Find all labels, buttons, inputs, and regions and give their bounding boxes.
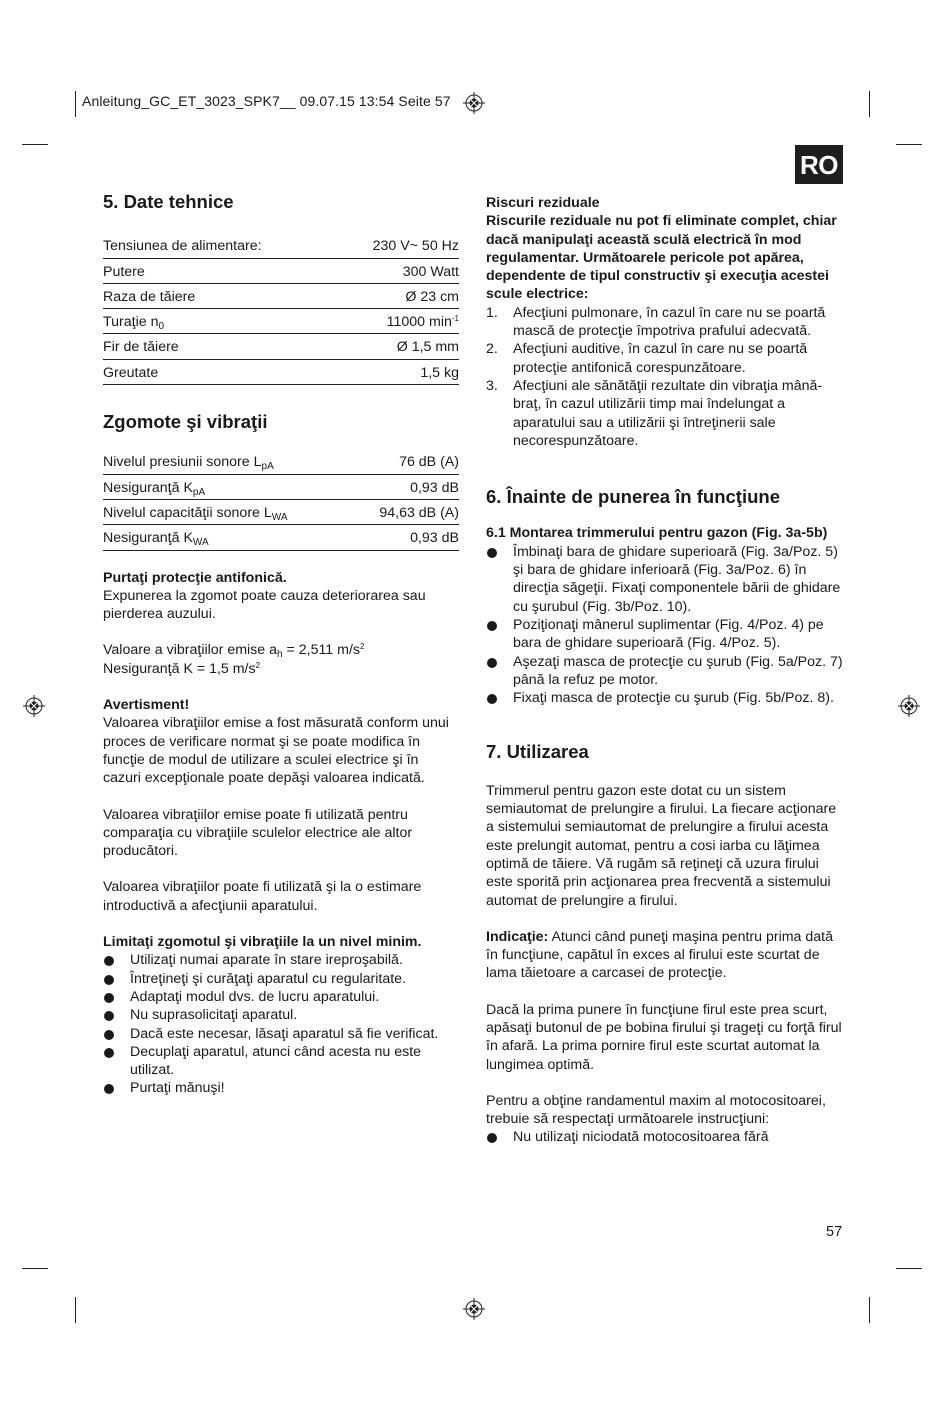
limit-title: Limitaţi zgomotul şi vibraţiile la un nivel minim.	[103, 934, 422, 951]
noise-label-main: Nivelul capacităţii sonore L	[103, 504, 272, 521]
usage-list	[486, 1128, 844, 1146]
vibration-label: Valoare a vibraţiilor emise a	[103, 642, 278, 659]
noise-value: 0,93 dB	[352, 525, 459, 550]
page-number: 57	[826, 1224, 843, 1240]
left-column	[103, 193, 459, 1098]
table-row	[103, 334, 459, 359]
list-text: Afecţiuni pulmonare, în cazul în care nu se poartă mască de protecţie împotriva prafului adecvată.	[513, 304, 826, 340]
warning-title: Avertisment!	[103, 697, 190, 714]
vibration-number: = 2,511 m/s	[282, 642, 360, 659]
list-item: Poziţionaţi mânerul suplimentar (Fig. 4/Poz. 4) pe bara de ghidare superioară (Fig. 4/Poz. 5).	[486, 616, 844, 653]
list-number: 2.	[486, 341, 498, 358]
table-row	[103, 309, 459, 334]
spec-label: Fir de tăiere	[103, 334, 333, 359]
noise-label-sub: pA	[261, 461, 274, 473]
vibration-exp: 2	[360, 642, 365, 652]
noise-value: 94,63 dB (A)	[352, 499, 459, 524]
list-item	[486, 377, 844, 450]
section-6-1-title: 6.1 Montarea trimmerului pentru gazon (Fig. 3a-5b)	[486, 525, 828, 542]
registration-mark-icon	[898, 695, 920, 717]
list-number: 1.	[486, 304, 498, 321]
table-row	[103, 449, 459, 474]
spec-value-main: 11000 min	[386, 314, 452, 331]
vibration-uncertainty	[103, 660, 459, 678]
usage-paragraph-4: Pentru a obţine randamentul maxim al motocositoarei, trebuie să respectaţi următoarele instrucţiuni:	[486, 1092, 826, 1128]
crop-mark	[22, 1268, 48, 1269]
registration-mark-icon	[463, 1298, 485, 1320]
noise-label-main: Nesiguranţă K	[103, 479, 193, 496]
spec-value: 1,5 kg	[333, 359, 459, 384]
spec-label-sub: 0	[158, 321, 165, 333]
assembly-list	[486, 543, 844, 708]
list-item: Aşezaţi masca de protecţie cu şurub (Fig. 5a/Poz. 7) până la refuz pe motor.	[486, 653, 844, 690]
language-badge: RO	[795, 145, 843, 184]
spec-value-sup: -1	[451, 314, 459, 324]
noise-label	[103, 499, 352, 524]
spec-label: Putere	[103, 258, 333, 283]
residual-risks-list	[486, 304, 844, 450]
vibration-value	[103, 641, 459, 659]
noise-label-sub: WA	[192, 537, 209, 549]
print-file-info: Anleitung_GC_ET_3023_SPK7__ 09.07.15 13:54 Seite 57	[82, 93, 451, 109]
uncertainty-exp: 2	[255, 660, 261, 670]
list-item	[486, 304, 844, 341]
warning-text: Valoarea vibraţiilor emise a fost măsurată conform unui proces de verificare normat şi se poate modifica în funcţie de modul de utilizare a sculei electrice şi în cazuri excepţionale poate depăşi valoarea indicată.	[103, 715, 449, 787]
crop-mark	[75, 1297, 76, 1323]
note-label: Indicaţie:	[486, 928, 549, 945]
crop-mark	[75, 91, 76, 117]
list-item: Îmbinaţi bara de ghidare superioară (Fig. 3a/Poz. 5) şi bara de ghidare inferioară (Fig. 3a/Poz. 6) în direcţia săgeţii. Fixaţi componentele bării de ghidare cu şurubul (Fig. 3b/Poz. 10).	[486, 543, 844, 616]
spec-label: Greutate	[103, 359, 333, 384]
table-row	[103, 525, 459, 550]
section-7-title: 7. Utilizarea	[486, 741, 589, 763]
hearing-protection-text: Expunerea la zgomot poate cauza deteriorarea sau pierderea auzului.	[103, 587, 426, 623]
crop-mark	[22, 144, 48, 145]
spec-value: Ø 23 cm	[333, 283, 459, 308]
table-row	[103, 233, 459, 258]
spec-value: Ø 1,5 mm	[333, 334, 459, 359]
spec-label: Tensiunea de alimentare:	[103, 233, 333, 258]
noise-label-sub: pA	[192, 486, 206, 498]
registration-mark-icon	[463, 92, 485, 114]
table-row	[103, 283, 459, 308]
list-item: Dacă este necesar, lăsaţi aparatul să fie verificat.	[103, 1025, 459, 1043]
list-text: Afecţiuni ale sănătăţii rezultate din vibraţia mână-braţ, în cazul utilizării timp mai îndelungat a aparatului sau a utilizării şi întreţinerii sale necorespunzătoare.	[513, 377, 823, 449]
noise-label	[103, 474, 352, 499]
tech-data-table	[103, 233, 459, 385]
list-item: Nu suprasolicitaţi aparatul.	[103, 1006, 459, 1024]
vibration-comparison-text: Valoarea vibraţiilor emise poate fi utilizată pentru comparaţia cu vibraţiile sculelor electrice ale altor producători.	[103, 806, 413, 860]
crop-mark	[896, 1268, 922, 1269]
spec-value	[333, 309, 459, 334]
spec-value: 300 Watt	[333, 258, 459, 283]
spec-label: Raza de tăiere	[103, 283, 333, 308]
table-row	[103, 258, 459, 283]
list-item: Decuplaţi aparatul, atunci când acesta nu este utilizat.	[103, 1043, 459, 1080]
note-text: Atunci când puneţi maşina pentru prima dată în funcţiune, capătul în exces al firului este scurtat de lama tăietoare a carcasei de protecţie.	[486, 928, 833, 982]
spec-label-main: Turaţie n	[103, 314, 159, 331]
list-item: Utilizaţi numai aparate în stare ireproşabilă.	[103, 951, 459, 969]
list-item: Adaptaţi modul dvs. de lucru aparatului.	[103, 988, 459, 1006]
usage-paragraph-3: Dacă la prima punere în funcţiune firul este prea scurt, apăsaţi butonul de pe bobina firului şi trageţi cu forţă firul în afară. La prima pornire firul este scurtat automat la lungimea optimă.	[486, 1001, 842, 1073]
section-5-title: 5. Date tehnice	[103, 191, 234, 212]
noise-label-main: Nesiguranţă K	[103, 530, 193, 547]
noise-value: 0,93 dB	[352, 474, 459, 499]
table-row	[103, 499, 459, 524]
limit-list	[103, 951, 459, 1097]
spec-value: 230 V~ 50 Hz	[333, 233, 459, 258]
noise-label-sub: WA	[271, 511, 288, 523]
crop-mark	[869, 1297, 870, 1323]
hearing-protection-title: Purtaţi protecţie antifonică.	[103, 569, 287, 586]
list-item: Fixaţi masca de protecţie cu şurub (Fig. 5b/Poz. 8).	[486, 689, 844, 707]
vibration-sub: h	[277, 649, 283, 661]
list-number: 3.	[486, 377, 498, 394]
noise-label-main: Nivelul presiunii sonore L	[103, 454, 262, 471]
noise-table	[103, 449, 459, 550]
table-row	[103, 359, 459, 384]
vibration-estimate-text: Valoarea vibraţiilor poate fi utilizată şi la o estimare introductivă a afecţiunii aparatului.	[103, 879, 422, 914]
usage-paragraph-1: Trimmerul pentru gazon este dotat cu un sistem semiautomat de prelungire a firului. La fiecare acţionare a sistemului semiautomat de prelungire a firului acesta este prelungit automat, pentru a cosi iarba cu lăţimea optimă de tăiere. Vă rugăm să reţineţi că uzura firului este sporită prin acţionarea prea frecventă a sistemului automat de prelungire a firului.	[486, 782, 837, 909]
right-column	[486, 194, 844, 1147]
registration-mark-icon	[23, 695, 45, 717]
usage-note	[486, 928, 844, 983]
noise-label	[103, 525, 352, 550]
spec-label	[103, 309, 333, 334]
list-item	[486, 340, 844, 377]
list-text: Afecţiuni auditive, în cazul în care nu se poartă protecţie antifonică corespunzătoare.	[513, 341, 808, 376]
crop-mark	[896, 144, 922, 145]
table-row	[103, 474, 459, 499]
noise-label	[103, 449, 352, 474]
section-6-title: 6. Înainte de punerea în funcţiune	[486, 486, 780, 508]
residual-risks-intro: Riscurile reziduale nu pot fi eliminate complet, chiar dacă manipulaţi această sculă electrică în mod regulamentar. Următoarele pericole pot apărea, dependente de tipul constructiv şi execuţia acestei scule electrice:	[486, 213, 837, 303]
noise-section-title: Zgomote şi vibraţii	[103, 411, 268, 433]
list-item: Întreţineţi şi curăţaţi aparatul cu regularitate.	[103, 970, 459, 988]
list-item: Purtaţi mănuşi!	[103, 1079, 459, 1097]
noise-value: 76 dB (A)	[352, 449, 459, 474]
crop-mark	[869, 91, 870, 117]
uncertainty-text: Nesiguranţă K = 1,5 m/s	[103, 660, 256, 677]
list-item: Nu utilizaţi niciodată motocositoarea fără	[486, 1128, 844, 1146]
residual-risks-title: Riscuri reziduale	[486, 195, 600, 211]
